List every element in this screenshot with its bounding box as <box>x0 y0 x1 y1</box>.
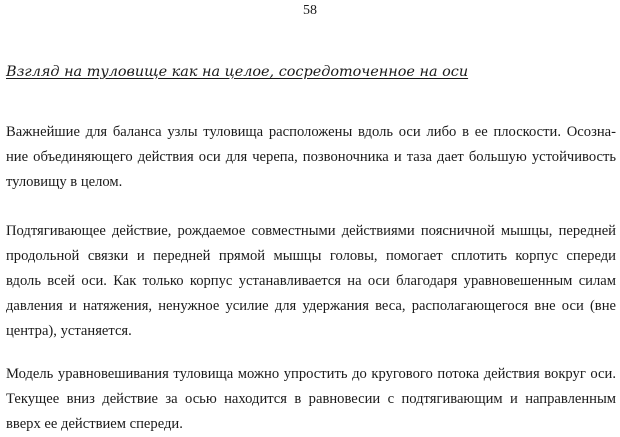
paragraph-line: ние объединяющего действия оси для черепа, позвоночника и таза дает большую устойчивость <box>6 149 616 165</box>
paragraph-line: Текущее вниз действие за осью находится в равновесии с подтягивающим и направленным <box>6 391 616 407</box>
paragraph-line: продольной связки и передней прямой мышцы головы, помогает сплотить корпус спереди <box>6 248 616 264</box>
paragraph-line: Модель уравновешивания туловища можно упростить до кругового потока действия вокруг оси. <box>6 366 616 382</box>
paragraph-line: Важнейшие для баланса узлы туловища расположены вдоль оси либо в ее плоскости. Осозна- <box>6 124 616 140</box>
paragraph-line: давления и натяжения, ненужное усилие для удержания веса, располагающегося вне оси (вне <box>6 298 616 314</box>
paragraph-line: туловищу в целом. <box>6 174 123 190</box>
paragraph-line: вверх ее действием спереди. <box>6 416 183 432</box>
paragraph-line: Подтягивающее действие, рождаемое совместными действиями поясничной мышцы, передней <box>6 223 616 239</box>
paragraph-line: вдоль всей оси. Как только корпус устанавливается на оси благодаря уравновешенным силам <box>6 273 616 289</box>
paragraph-axis-nodes <box>6 120 616 195</box>
paragraph-balance-model <box>6 362 616 437</box>
paragraph-line: центра), устаняется. <box>6 323 132 339</box>
page-number: 58 <box>303 3 317 18</box>
paragraph-pulling-action <box>6 219 616 344</box>
section-heading: Взгляд на туловище как на целое, сосредоточенное на оси <box>6 64 469 80</box>
